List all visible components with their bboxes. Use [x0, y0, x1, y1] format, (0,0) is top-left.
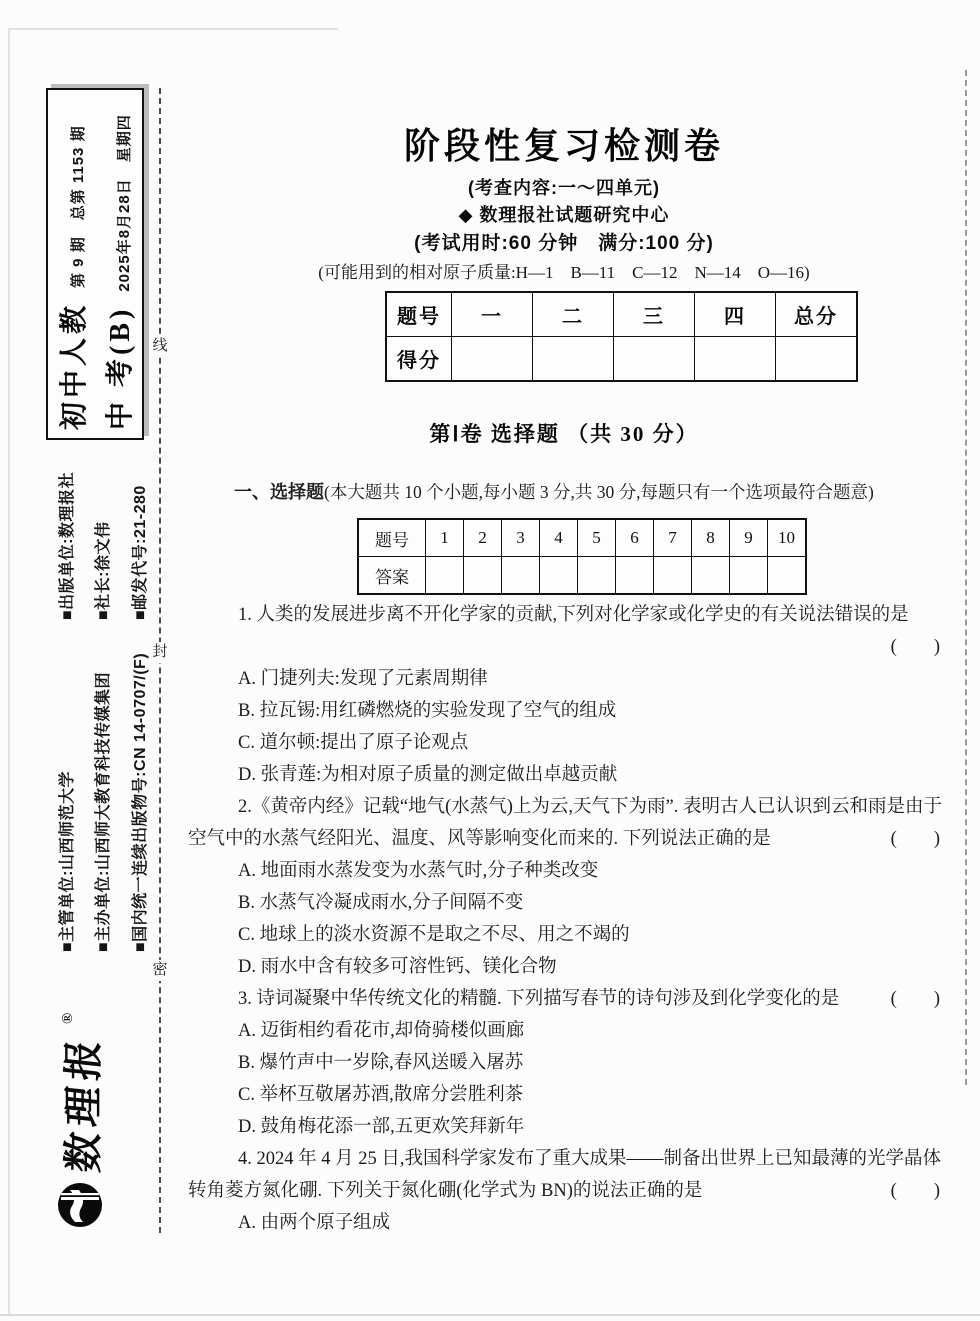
masthead-row-1	[52, 98, 92, 430]
answer-table-header-row	[358, 519, 806, 557]
masthead-issue: 第 9 期 总第 1153 期	[70, 125, 87, 288]
question-text: D. 张青莲:为相对原子质量的测定做出卓越贡献	[238, 765, 618, 785]
question-text: B. 水蒸气冷凝成雨水,分子间隔不变	[238, 893, 524, 913]
question-text: D. 雨水中含有较多可溶性钙、镁化合物	[238, 957, 557, 977]
question-line	[188, 1111, 940, 1143]
masthead-date: 2025年8月28日 星期四	[116, 114, 133, 292]
answer-header-cell: 10	[768, 519, 807, 557]
instruction-lead: 一、选择题	[234, 482, 324, 502]
seal-dashed-line-right	[965, 70, 967, 1085]
page-edge-top	[8, 28, 338, 30]
question-lines	[188, 599, 940, 1239]
answer-header-cell: 2	[464, 519, 502, 557]
question-text: C. 地球上的淡水资源不是取之不尽、用之不竭的	[238, 925, 630, 945]
answer-cell-empty	[768, 557, 807, 595]
atomic-mass-note: (可能用到的相对原子质量:H—1 B—11 C—12 N—14 O—16)	[318, 263, 810, 282]
answer-header-cell: 5	[578, 519, 616, 557]
score-cell-empty	[776, 337, 858, 382]
exam-scope: (考查内容:一～四单元)	[468, 178, 660, 198]
question-text: A. 迈街相约看花市,却倚骑楼似画廊	[238, 1021, 525, 1041]
score-header-cell: 三	[614, 292, 695, 337]
answer-bracket: ( )	[890, 1181, 940, 1201]
answer-header-cell: 7	[654, 519, 692, 557]
question-text: D. 鼓角梅花添一部,五更欢笑拜新年	[238, 1117, 525, 1137]
instruction-rest: (本大题共 10 个小题,每小题 3 分,共 30 分,每题只有一个选项最符合题意)	[324, 482, 874, 502]
masthead-rotated-content	[52, 98, 138, 430]
answer-bracket: ( )	[890, 829, 940, 849]
score-header-cell: 二	[533, 292, 614, 337]
exam-duration-score: (考试用时:60 分钟 满分:100 分)	[414, 233, 714, 254]
answer-cell-empty	[654, 557, 692, 595]
answer-cell-empty	[616, 557, 654, 595]
masthead-edition: 中 考(B)	[105, 305, 136, 430]
question-line	[188, 983, 940, 1015]
exam-author: ◆ 数理报社试题研究中心	[458, 205, 670, 225]
answer-header-cell: 1	[426, 519, 464, 557]
score-cell-empty	[614, 337, 695, 382]
question-text: A. 地面雨水蒸发变为水蒸气时,分子种类改变	[238, 861, 599, 881]
score-row-label: 得分	[386, 337, 452, 382]
question-text: 空气中的水蒸气经阳光、温度、风等影响变化而来的. 下列说法正确的是	[188, 829, 771, 849]
answer-header-cell: 3	[502, 519, 540, 557]
answer-cell-empty	[426, 557, 464, 595]
question-line	[188, 695, 940, 727]
question-text: B. 爆竹声中一岁除,春风送暖入屠苏	[238, 1053, 524, 1073]
question-line	[188, 1047, 940, 1079]
sidebar-issn-number: ■国内统一连续出版物号:CN 14-0707/(F)	[132, 652, 149, 952]
question-line	[188, 1175, 940, 1207]
sidebar-postal-code: ■邮发代号:21-280	[132, 485, 149, 620]
question-line	[188, 951, 940, 983]
brand-logo-text: 数理报	[60, 1031, 106, 1175]
question-line	[188, 1143, 940, 1175]
score-header-cell: 总分	[776, 292, 858, 337]
question-text: A. 由两个原子组成	[238, 1213, 391, 1233]
answer-table	[357, 518, 807, 595]
question-line	[188, 823, 940, 855]
question-line	[188, 1079, 940, 1111]
score-table-score-row	[386, 337, 857, 382]
page-edge-left	[8, 28, 10, 1316]
question-text: B. 拉瓦锡:用红磷燃烧的实验发现了空气的组成	[238, 701, 617, 721]
sidebar-supervisor: ■主管单位:山西师范大学	[59, 771, 76, 952]
seal-char-feng: 封	[149, 642, 171, 663]
answer-header-cell: 9	[730, 519, 768, 557]
question-text: C. 举杯互敬屠苏酒,散席分尝胜利茶	[238, 1085, 524, 1105]
question-line	[188, 759, 940, 791]
question-line	[188, 1207, 940, 1239]
answer-cell-empty	[730, 557, 768, 595]
answer-cell-empty	[578, 557, 616, 595]
brand-logo	[56, 1013, 104, 1228]
sidebar-organizer: ■主办单位:山西师大教育科技传媒集团	[95, 672, 112, 952]
score-cell-empty	[533, 337, 614, 382]
score-header-cell: 题号	[386, 292, 452, 337]
brand-logo-icon	[57, 1182, 103, 1228]
answer-header-cell: 4	[540, 519, 578, 557]
score-table-header-row	[386, 292, 857, 337]
answer-cell-empty	[464, 557, 502, 595]
question-line	[188, 1015, 940, 1047]
answer-cell-empty	[540, 557, 578, 595]
sidebar-president: ■社长:徐文伟	[95, 521, 112, 620]
masthead-row-2	[98, 98, 138, 430]
answer-table-answer-row	[358, 557, 806, 595]
question-text: 4. 2024 年 4 月 25 日,我国科学家发布了重大成果——制备出世界上已知最薄的光学晶体	[238, 1149, 942, 1169]
question-line	[188, 855, 940, 887]
question-line	[188, 727, 940, 759]
answer-header-cell: 题号	[358, 519, 426, 557]
section-instruction	[188, 476, 940, 508]
page-title: 阶段性复习检测卷	[403, 125, 724, 166]
answer-cell-empty	[502, 557, 540, 595]
question-text: 3. 诗词凝聚中华传统文化的精髓. 下列描写春节的诗句涉及到化学变化的是	[238, 989, 840, 1009]
masthead-box	[46, 88, 144, 440]
score-cell-empty	[452, 337, 533, 382]
score-cell-empty	[695, 337, 776, 382]
question-line	[188, 791, 940, 823]
question-line	[188, 663, 940, 695]
question-line	[188, 599, 940, 631]
question-text: 1. 人类的发展进步离不开化学家的贡献,下列对化学家或化学史的有关说法错误的是	[238, 605, 909, 625]
score-table	[385, 291, 858, 382]
question-text: 2.《黄帝内经》记载“地气(水蒸气)上为云,天气下为雨”. 表明古人已认识到云和雨是由于	[238, 797, 942, 817]
answer-cell-empty	[692, 557, 730, 595]
registered-mark-icon: ®	[59, 1012, 76, 1024]
question-line	[188, 631, 940, 663]
page-edge-bottom	[0, 1314, 980, 1316]
score-header-cell: 一	[452, 292, 533, 337]
answer-header-cell: 8	[692, 519, 730, 557]
question-line	[188, 919, 940, 951]
seal-char-mi: 密	[149, 960, 171, 981]
answer-bracket: ( )	[890, 637, 940, 657]
question-text: 转角菱方氮化硼. 下列关于氮化硼(化学式为 BN)的说法正确的是	[188, 1181, 703, 1201]
question-line	[188, 887, 940, 919]
sidebar-publisher: ■出版单位:数理报社	[59, 472, 76, 620]
question-text: C. 道尔顿:提出了原子论观点	[238, 733, 469, 753]
question-text: A. 门捷列夫:发现了元素周期律	[238, 669, 488, 689]
seal-char-xian: 线	[149, 336, 171, 357]
answer-header-cell: 6	[616, 519, 654, 557]
answer-row-label: 答案	[358, 557, 426, 595]
masthead-series: 初中人教	[59, 301, 90, 430]
section-heading: 第Ⅰ卷 选择题 （共 30 分）	[429, 422, 699, 446]
score-header-cell: 四	[695, 292, 776, 337]
answer-bracket: ( )	[890, 989, 940, 1009]
